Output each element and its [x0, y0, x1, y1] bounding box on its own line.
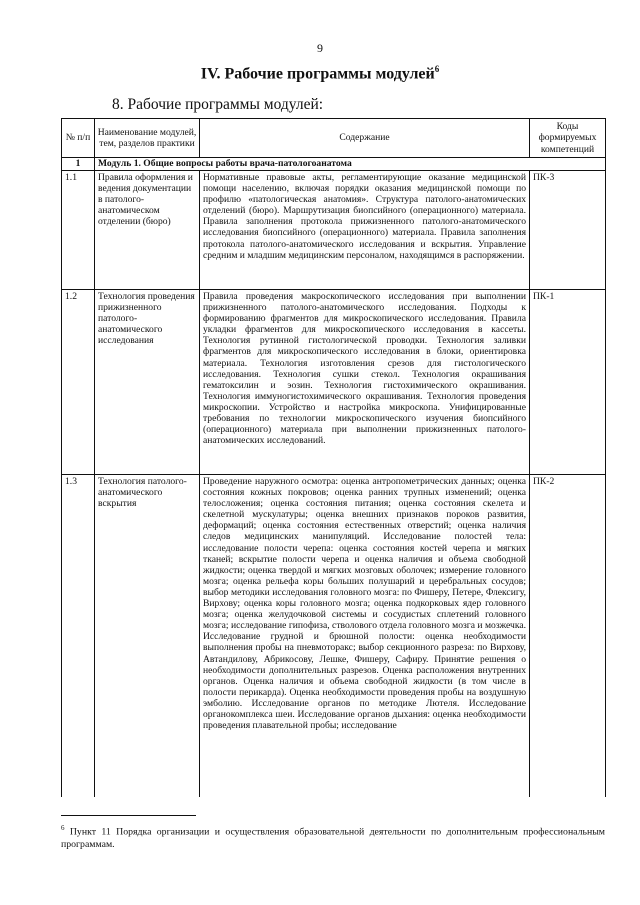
module-title-row [62, 158, 606, 171]
row-num: 1.3 [62, 475, 95, 798]
subtitle: 8. Рабочие программы модулей: [112, 96, 324, 113]
footnote-divider [61, 815, 196, 816]
module-number: 1 [62, 158, 95, 171]
module-title: Модуль 1. Общие вопросы работы врача-патологоанатома [95, 158, 606, 171]
row-content: Правила проведения макроскопического исследования при выполнении прижизненного патолого-анатомического исследования. Подходы к формированию фрагментов для микроскопического исследования. Правила укладки фрагментов для микроскопического исследования в кассеты. Технология рутинной гистологической проводки. Технология заливки фрагментов для микроскопического исследования в блоки, ориентировка материала. Технология изготовления срезов для гистологического исследования. Технология сушки стекол. Технология окрашивания гематоксилин и эозин. Технология гистохимического окрашивания. Технология иммуногистохимического окрашивания. Технология проведения микроскопии. Устройство и настройка микроскопа. Унифицированные требования по технологии микроскопического изучения биопсийного (операционного) материала при выполнении прижизненных патолого-анатомических исследований. [200, 290, 530, 475]
header-content: Содержание [200, 119, 530, 158]
footnote-ref[interactable]: 6 [434, 64, 440, 74]
header-topic: Наименование модулей, тем, разделов практики [95, 119, 200, 158]
table-row [62, 171, 606, 290]
row-content: Проведение наружного осмотра: оценка антропометрических данных; оценка состояния кожных покровов; оценка ранних трупных изменений; оценка телосложения; оценка состояния питания; оценка состояния скелета и скелетной мускулатуры; оценка внешних признаков пороков развития, деформаций; оценка состояния естественных отверстий; оценка наличия следов медицинских манипуляций. Исследование полостей тела: исследование полости черепа: оценка состояния костей черепа и мягких тканей; вскрытие полости черепа и оценка наличия и объема свободной жидкости; оценка твердой и мягких мозговых оболочек; измерение головного мозга; оценка рельефа коры больших полушарий и церебральных сосудов; выбор методики исследования головного мозга: по Фишеру, Петере, Флексигу, Вирхову; оценка коры головного мозга; оценка подкорковых ядер головного мозга; оценка желудочковой системы и сосудистых сплетений головного мозга; исследование гипофиза, стволового отдела головного мозга и мозжечка. Исследование грудной и брюшной полости: оценка необходимости выполнения пробы на пневмоторакс; выбор секционного разреза: по Вирхову, Автандилову, Абрикосову, Лешке, Фишеру, Сафиру. Принятие решения о необходимости дополнительных разрезов. Оценка расположения внутренних органов. Оценка наличия и объема свободной жидкости (в том числе в полости перикарда). Оценка необходимости проведения пробы на воздушную эмболию. Исследование органов по методике Лютеля. Исследование органокомплекса шеи. Исследование органов дыхания: оценка необходимости проведения плавательной пробы; исследование [200, 475, 530, 798]
table-header-row [62, 119, 606, 158]
row-content: Нормативные правовые акты, регламентирующие оказание медицинской помощи населению, включая порядки оказания медицинской помощи по профилю «патологическая анатомия». Структура патолого-анатомических отделений (бюро). Маршрутизация биопсийного (операционного) материала. Правила заполнения протокола прижизненного патолого-анатомического исследования биопсийного (операционного) материала. Правила заполнения протокола патолого-анатомического исследования и вскрытия. Управление средним и младшим медицинским персоналом, находящимся в распоряжении. [200, 171, 530, 290]
footnote-marker: 6 [61, 824, 65, 832]
modules-table [61, 118, 606, 797]
row-topic: Технология патолого-анатомического вскрытия [95, 475, 200, 798]
row-num: 1.1 [62, 171, 95, 290]
row-code: ПК-1 [530, 290, 606, 475]
header-codes: Коды формируемых компетенций [530, 119, 606, 158]
row-code: ПК-3 [530, 171, 606, 290]
footnote [61, 822, 605, 851]
header-num: № п/п [62, 119, 95, 158]
row-topic: Технология проведения прижизненного патолого-анатомического исследования [95, 290, 200, 475]
section-title [0, 64, 640, 83]
row-num: 1.2 [62, 290, 95, 475]
row-code: ПК-2 [530, 475, 606, 798]
page-number: 9 [317, 41, 323, 55]
row-topic: Правила оформления и ведения документации в патолого-анатомическом отделении (бюро) [95, 171, 200, 290]
table-row [62, 475, 606, 798]
table-row [62, 290, 606, 475]
footnote-text: Пункт 11 Порядка организации и осуществления образовательной деятельности по дополнительным профессиональным программам. [61, 826, 606, 851]
section-title-text: IV. Рабочие программы модулей [200, 65, 435, 83]
